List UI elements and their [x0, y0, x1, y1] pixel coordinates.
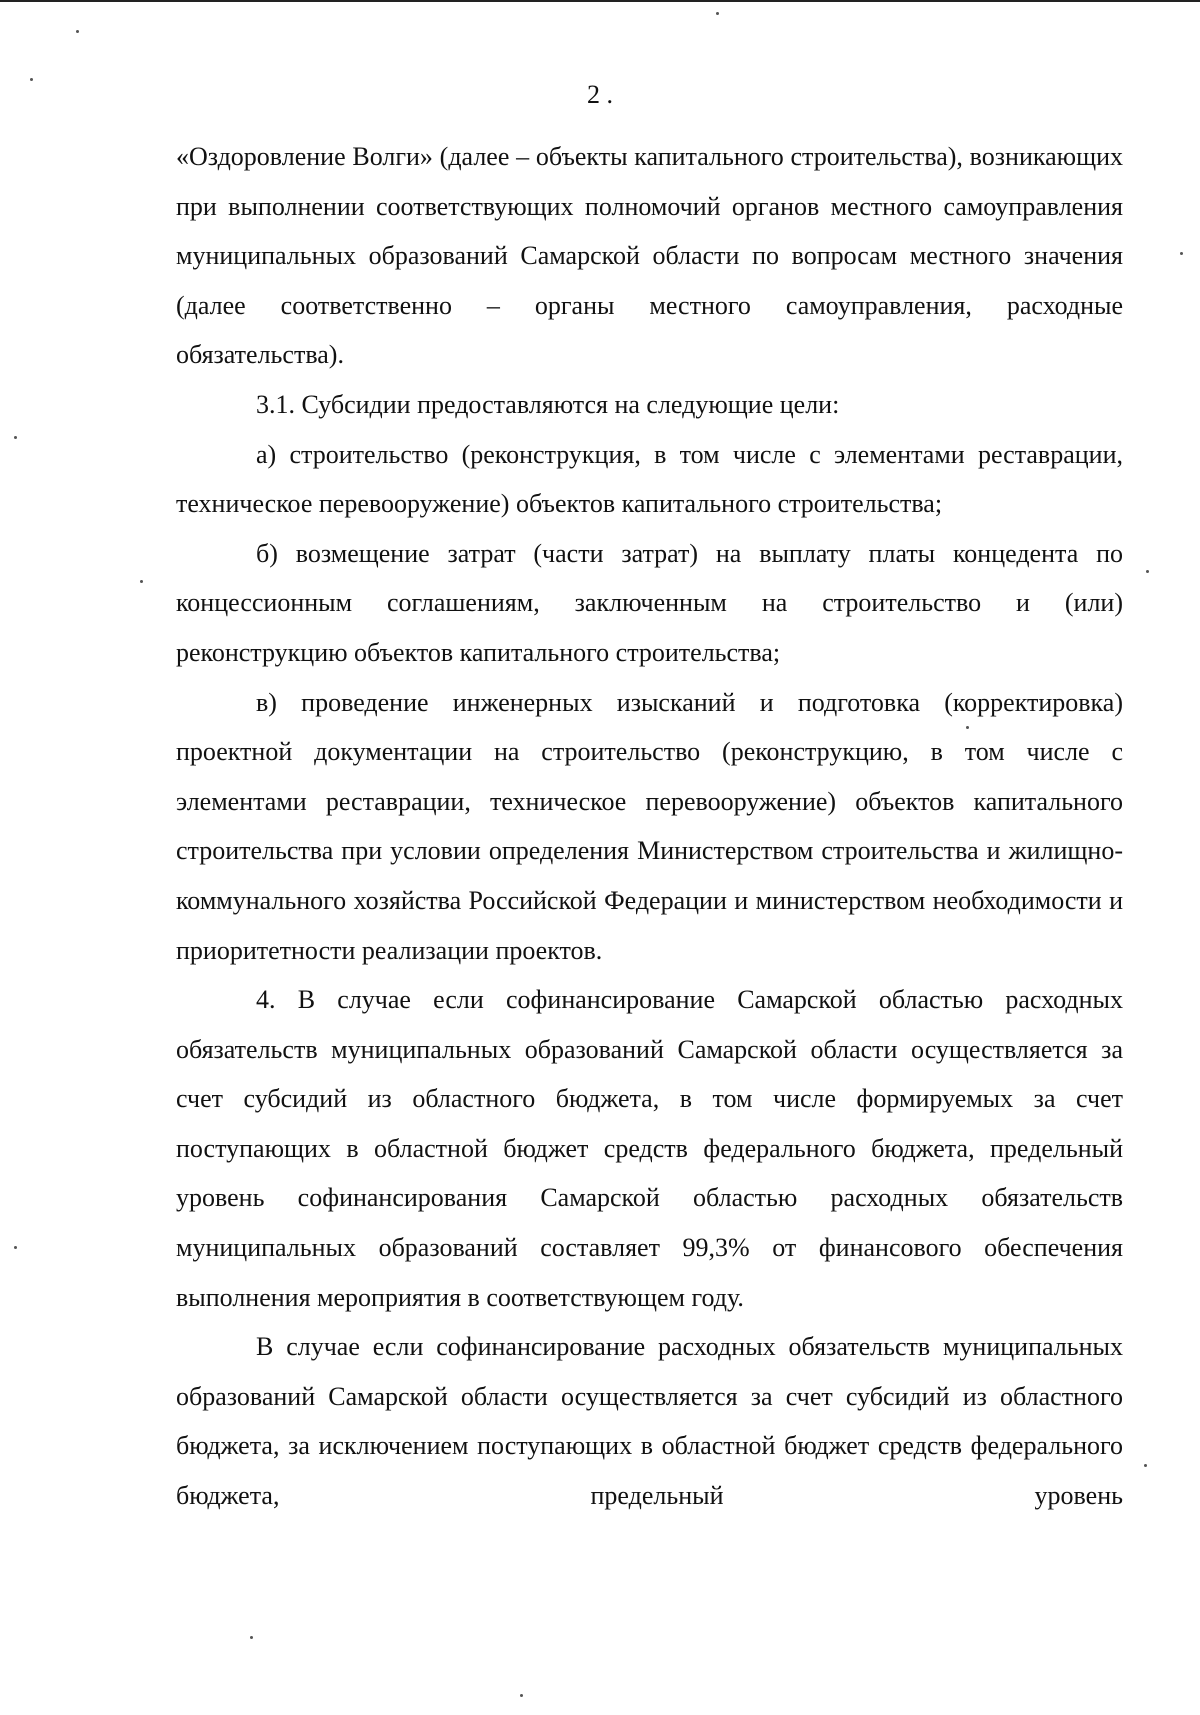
paragraph-4: 4. В случае если софинансирование Самарской областью расходных обязательств муниципальных образований Самарской области осуществляется за счет субсидий из областного бюджета, в том числе формируемых за счет поступающих в областной бюджет средств федерального бюджета, предельный уровень софинансирования Самарской областью расходных обязательств муниципальных образований составляет 99,3% от финансового обеспечения выполнения мероприятия в соответствующем году.: [176, 985, 1123, 1312]
paragraph-item-v: в) проведение инженерных изысканий и подготовка (корректировка) проектной документации на строительство (реконструкцию, в том числе с элементами реставрации, техническое перевооружение) объектов капитального строительства при условии определения Министерством строительства и жилищно-коммунального хозяйства Российской Федерации и министерством необходимости и приоритетности реализации проектов.: [176, 687, 1123, 965]
scan-speck: [30, 78, 33, 81]
scan-speck: [140, 580, 143, 583]
scan-speck: [520, 1694, 523, 1697]
paragraph-item-b: б) возмещение затрат (части затрат) на выплату платы концедента по концессионным соглашениям, заключенным на строительство и (или) реконструкцию объектов капитального строительства;: [176, 538, 1123, 667]
paragraph-continuation: «Оздоровление Волги» (далее – объекты капитального строительства), возникающих при выполнении соответствующих полномочий органов местного самоуправления муниципальных образований Самарской области по вопросам местного значения (далее соответственно – органы местного самоуправления, расходные обязательства).: [176, 142, 1123, 370]
scan-speck: [716, 12, 719, 15]
document-body: [176, 132, 1123, 1521]
scan-speck: [14, 436, 17, 439]
scan-speck: [966, 726, 969, 729]
paragraph-4-second: В случае если софинансирование расходных обязательств муниципальных образований Самарской области осуществляется за счет субсидий из областного бюджета, за исключением поступающих в областной бюджет средств федерального бюджета, предельный уровень: [176, 1332, 1123, 1511]
scan-speck: [14, 1246, 17, 1249]
paragraph-3-1: 3.1. Субсидии предоставляются на следующие цели:: [256, 389, 840, 419]
scan-top-border: [0, 0, 1200, 2]
paragraph-item-a: а) строительство (реконструкция, в том числе с элементами реставрации, техническое перевооружение) объектов капитального строительства;: [176, 439, 1123, 519]
scan-speck: [1146, 570, 1149, 573]
scan-speck: [250, 1636, 253, 1639]
scan-speck: [1180, 252, 1183, 255]
scan-speck: [1144, 1464, 1147, 1467]
page-number: 2 .: [587, 80, 613, 109]
scan-speck: [76, 30, 79, 33]
